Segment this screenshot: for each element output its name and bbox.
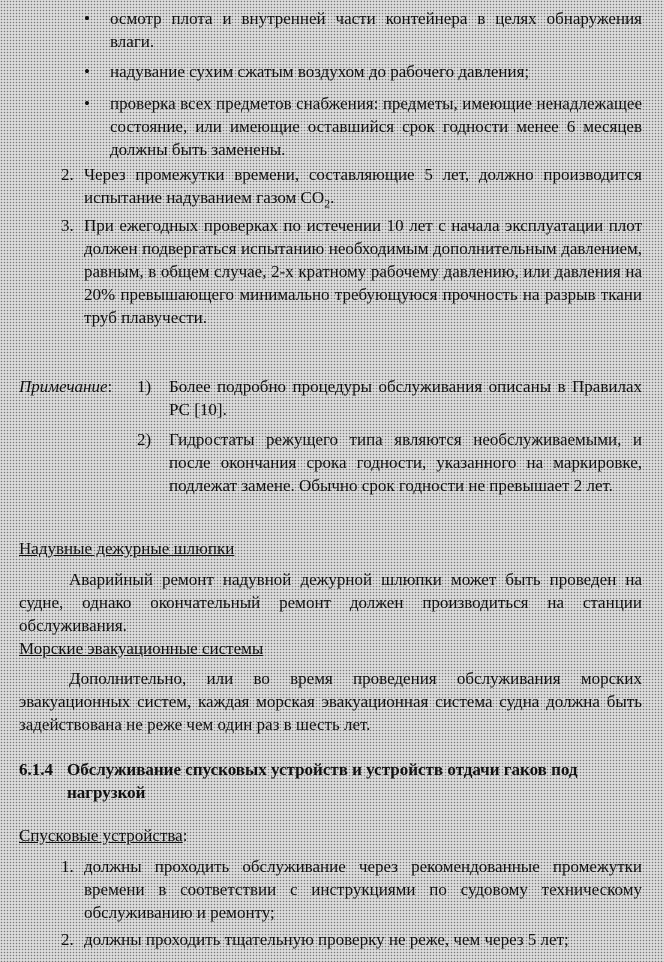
list-number: 3. — [61, 216, 74, 235]
mes-paragraph: Дополнительно, или во время проведения обслуживания морских эвакуационных систем, каждая морская эвакуационная система судна должна быть задействована не реже чем один раз в шесть лет. — [19, 669, 642, 734]
bullet-marker: • — [84, 62, 90, 81]
bullet-item-3: проверка всех предметов снабжения: предметы, имеющие ненадлежащее состояние, или имеющие оставшийся срок годности менее 6 месяцев должны быть заменены. — [110, 94, 642, 159]
bullet-marker: • — [84, 94, 90, 113]
bullet-marker: • — [84, 9, 90, 28]
list-number: 2. — [61, 165, 74, 184]
list-item-annual-check: При ежегодных проверках по истечении 10 лет с начала эксплуатации плот должен подвергаться испытанию необходимым дополнительным давлением, равным, в общем случае, 2-х кратному рабочему давлению, или давления на 20% превышающего минимально требующуюся прочность на разрыв ткани труб плавучести. — [84, 216, 642, 327]
note-item-2: Гидростаты режущего типа являются необслуживаемыми, и после окончания срока годности, указанного на маркировке, подлежат замене. Обычно срок годности не превышает 2 лет. — [169, 430, 642, 495]
section-number: 6.1.4 — [19, 760, 53, 779]
boats-heading: Надувные дежурные шлюпки — [19, 539, 235, 558]
note-label: Примечание: — [19, 377, 113, 396]
launch-item-1: должны проходить обслуживание через рекомендованные промежутки времени в соответствии с инструкциями по судовому техническому обслуживанию и ремонту; — [84, 857, 642, 922]
note-number: 2) — [137, 430, 152, 449]
list-item-end: . — [330, 188, 335, 207]
list-number: 1. — [61, 857, 74, 876]
list-item-co2-test — [84, 163, 642, 209]
section-title: Обслуживание спусковых устройств и устройств отдачи гаков под нагрузкой — [67, 760, 578, 802]
note-number: 1) — [137, 377, 152, 396]
subscript: 2 — [324, 196, 331, 211]
mes-heading: Морские эвакуационные системы — [19, 639, 264, 658]
launch-heading: Спусковые устройства: — [19, 826, 188, 845]
bullet-item-1: осмотр плота и внутренней части контейнера в целях обнаружения влаги. — [110, 9, 642, 51]
bullet-item-2: надувание сухим сжатым воздухом до рабочего давления; — [110, 62, 530, 81]
launch-item-2: должны проходить тщательную проверку не реже, чем через 5 лет; — [84, 930, 569, 949]
note-item-1: Более подробно процедуры обслуживания описаны в Правилах РС [10]. — [169, 377, 642, 419]
boats-paragraph: Аварийный ремонт надувной дежурной шлюпки может быть проведен на судне, однако окончательный ремонт должен производиться на станции обслуживания. — [19, 570, 642, 635]
list-number: 2. — [61, 930, 74, 949]
list-item-text: Через промежутки времени, составляющие 5 лет, должно производится испытание надуванием газом CO — [84, 165, 642, 207]
